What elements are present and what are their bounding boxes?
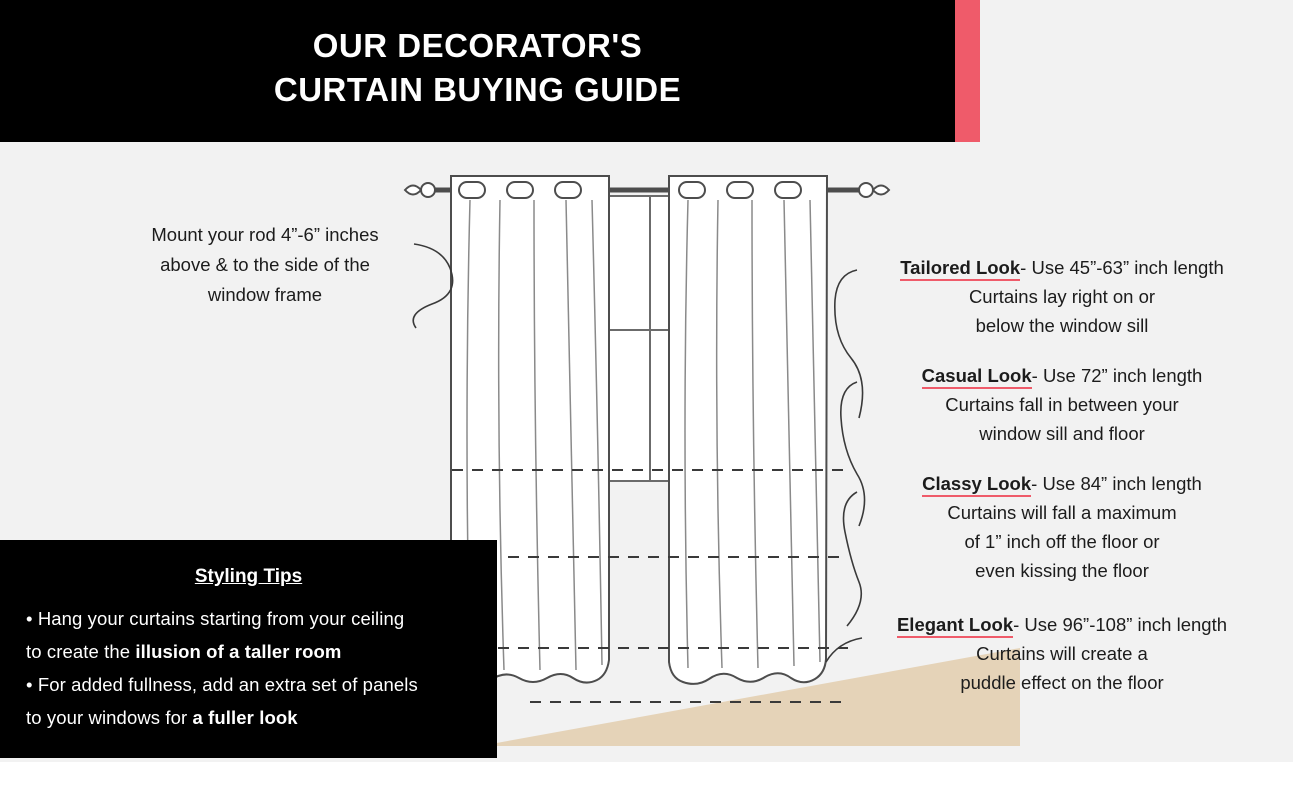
window-frame [585,196,715,481]
length-guide-tailored-lead: Tailored Look [900,257,1020,281]
styling-tips-item-1-line2-text: to create the [26,641,136,662]
styling-tips-panel [0,540,497,758]
styling-tips-item-2-emphasis: a fuller look [192,707,298,728]
bottom-background-strip [0,762,1293,800]
rod-mounting-note-line1: Mount your rod 4”-6” inches [151,224,379,245]
length-guide-casual-line2: Curtains fall in between your [945,394,1179,415]
header-accent-bar [955,0,980,142]
curtain-rod [405,183,889,197]
length-guide-classy-suffix: - Use 84” inch length [1031,473,1202,494]
length-guide-tailored [872,253,1252,340]
leader-rod-note [413,244,452,328]
leader-casual [841,382,865,526]
grommets-right [679,182,801,198]
length-guide-elegant-line2: Curtains will create a [976,643,1148,664]
grommets-left [459,182,581,198]
length-guide-classy-headline [872,469,1252,498]
length-guide-tailored-line3: below the window sill [975,315,1149,336]
styling-tips-title: Styling Tips [194,566,303,587]
rod-mounting-note [120,220,410,310]
leader-elegant [826,638,862,662]
length-guide-elegant [872,610,1252,697]
length-guide-elegant-line3: puddle effect on the floor [960,672,1164,693]
length-guide-casual-headline [872,361,1252,390]
length-guide-classy-line2: Curtains will fall a maximum [947,502,1177,523]
curtain-panel-right [669,176,827,684]
styling-tips-item-1-line1: • Hang your curtains starting from your ceiling [26,608,405,629]
styling-tips-item-2-line2-text: to your windows for [26,707,193,728]
length-guide-casual-suffix: - Use 72” inch length [1031,365,1203,386]
length-guide-elegant-headline [872,610,1252,639]
length-guide-classy [872,469,1252,585]
page-title [0,24,955,112]
length-guide-tailored-suffix: - Use 45”-63” inch length [1020,257,1224,278]
rod-mounting-note-line2: above & to the side of the [160,254,370,275]
rod-mounting-note-line3: window frame [207,284,323,305]
page-title-line1: OUR DECORATOR'S [312,27,643,64]
length-guide-tailored-headline [872,253,1252,282]
leader-classy [844,492,862,626]
length-guide-casual-line3: window sill and floor [979,423,1145,444]
length-guide-classy-line3: of 1” inch off the floor or [964,531,1160,552]
header-band [0,0,955,142]
length-guide-classy-lead: Classy Look [922,473,1031,497]
styling-tips-item-1-emphasis: illusion of a taller room [135,641,342,662]
styling-tips-item-2-line1: • For added fullness, add an extra set of panels [26,674,418,695]
styling-tips-item-1-line2 [26,635,471,668]
leader-tailored [835,270,863,418]
length-guide-tailored-line2: Curtains lay right on or [968,286,1156,307]
length-guide-elegant-lead: Elegant Look [897,614,1013,638]
length-guide-classy-line4: even kissing the floor [975,560,1149,581]
length-guide-elegant-suffix: - Use 96”-108” inch length [1013,614,1228,635]
page-title-line2: CURTAIN BUYING GUIDE [273,71,682,108]
length-guide-casual [872,361,1252,448]
styling-tips-item-2-line2 [26,701,471,734]
length-guide-casual-lead: Casual Look [922,365,1032,389]
